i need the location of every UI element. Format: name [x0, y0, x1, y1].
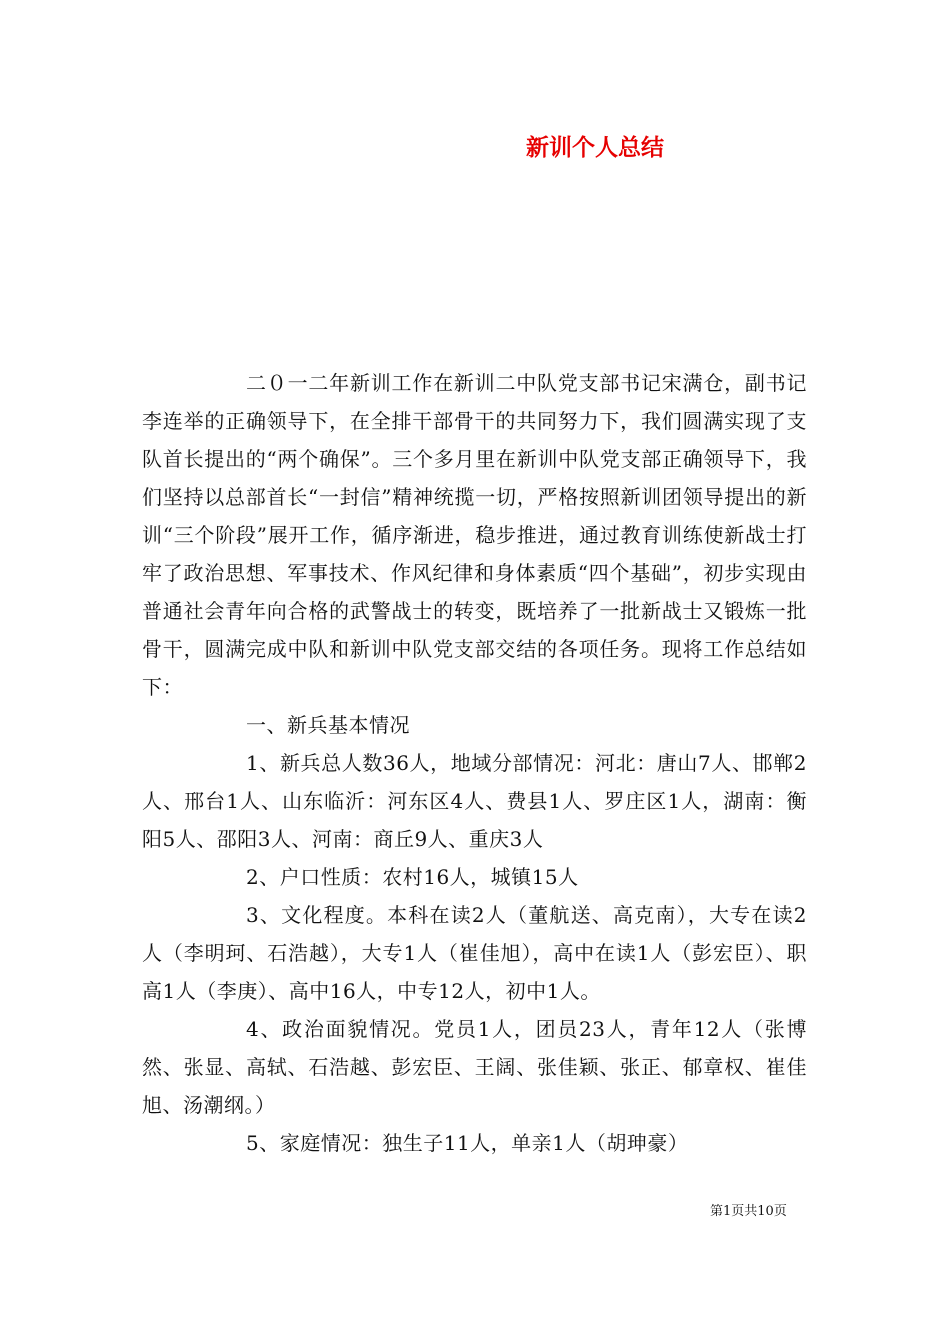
- page-number: 第1页共10页: [710, 1204, 787, 1219]
- list-item: 5、家庭情况：独生子11人，单亲1人（胡珅豪）: [246, 1131, 689, 1155]
- intro-paragraph: 二０一二年新训工作在新训二中队党支部书记宋满仓，副书记李连举的正确领导下，在全排干部骨干的共同努力下，我们圆满实现了支队首长提出的“两个确保”。三个多月里在新训中队党支部正确领导下，我们坚持以总部首长“一封信”精神统揽一切，严格按照新训团领导提出的新训“三个阶段”展开工作，循序渐进，稳步推进，通过教育训练使新战士打牢了政治思想、军事技术、作风纪律和身体素质“四个基础”，初步实现由普通社会青年向合格的武警战士的转变，既培养了一批新战士又锻炼一批骨干，圆满完成中队和新训中队党支部交结的各项任务。现将工作总结如下：: [142, 371, 807, 699]
- list-item: 4、政治面貌情况。党员1人，团员23人，青年12人（张博然、张显、高轼、石浩越、彭宏臣、王阔、张佳颖、张正、郁章权、崔佳旭、汤潮纲。）: [142, 1017, 807, 1117]
- list-item: 1、新兵总人数36人，地域分部情况：河北：唐山7人、邯郸2人、邢台1人、山东临沂：河东区4人、费县1人、罗庄区1人，湖南：衡阳5人、邵阳3人、河南：商丘9人、重庆3人: [142, 751, 807, 851]
- list-item: 2、户口性质：农村16人，城镇15人: [246, 865, 579, 889]
- section-heading: 一、新兵基本情况: [246, 713, 410, 737]
- document-body: [142, 364, 807, 1162]
- list-item: 3、文化程度。本科在读2人（董航送、高克南），大专在读2人（李明珂、石浩越），大专1人（崔佳旭），高中在读1人（彭宏臣）、职高1人（李庚）、高中16人，中专12人，初中1人。: [142, 903, 807, 1003]
- document-title: 新训个人总结: [526, 134, 664, 161]
